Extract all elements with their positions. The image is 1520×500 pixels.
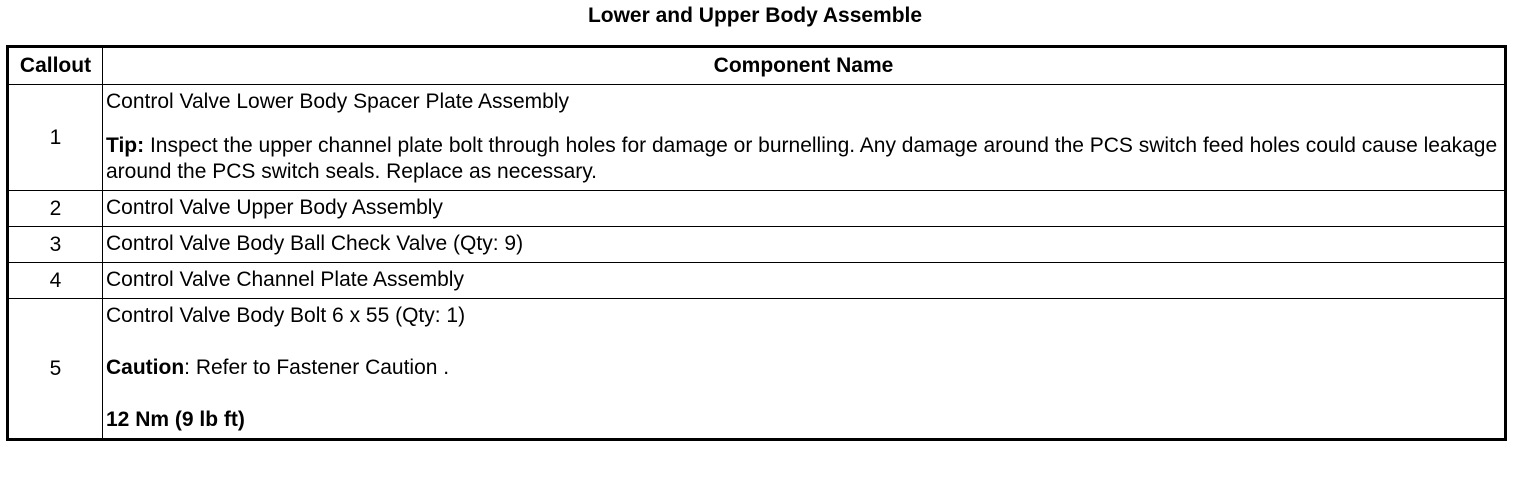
table-row bbox=[8, 227, 1506, 263]
component-name: Control Valve Body Bolt 6 x 55 (Qty: 1) bbox=[106, 304, 466, 327]
tip-text: Inspect the upper channel plate bolt through holes for damage or burnelling. Any damage around the PCS switch feed holes could cause leakage around the PCS switch seals. Replace as necessary. bbox=[106, 134, 1498, 183]
table-row bbox=[8, 299, 1506, 440]
component-name: Control Valve Body Ball Check Valve (Qty: 9) bbox=[103, 227, 1506, 263]
component-name-column-header: Component Name bbox=[103, 47, 1506, 85]
component-name: Control Valve Channel Plate Assembly bbox=[103, 263, 1506, 299]
caution-text: : Refer to Fastener Caution . bbox=[184, 356, 450, 379]
component-name: Control Valve Lower Body Spacer Plate Assembly bbox=[106, 90, 570, 113]
table-row bbox=[8, 263, 1506, 299]
callout-number: 3 bbox=[8, 227, 103, 263]
torque-spec bbox=[106, 407, 1501, 433]
table-header-row bbox=[8, 47, 1506, 85]
components-table bbox=[6, 45, 1507, 441]
component-name: Control Valve Upper Body Assembly bbox=[103, 191, 1506, 227]
table-row bbox=[8, 85, 1506, 191]
tip-label: Tip: bbox=[106, 134, 145, 157]
callout-number: 2 bbox=[8, 191, 103, 227]
page-title: Lower and Upper Body Assemble bbox=[587, 4, 923, 27]
callout-column-header: Callout bbox=[8, 47, 103, 85]
callout-number: 4 bbox=[8, 263, 103, 299]
torque-value: 12 Nm (9 lb ft) bbox=[106, 408, 245, 431]
table-row bbox=[8, 191, 1506, 227]
caution-note bbox=[106, 355, 1501, 381]
tip-note bbox=[106, 133, 1501, 185]
caution-label: Caution bbox=[106, 356, 185, 379]
component-name-cell bbox=[103, 85, 1506, 191]
component-name-cell bbox=[103, 299, 1506, 440]
callout-number: 1 bbox=[8, 85, 103, 191]
callout-number: 5 bbox=[8, 299, 103, 440]
